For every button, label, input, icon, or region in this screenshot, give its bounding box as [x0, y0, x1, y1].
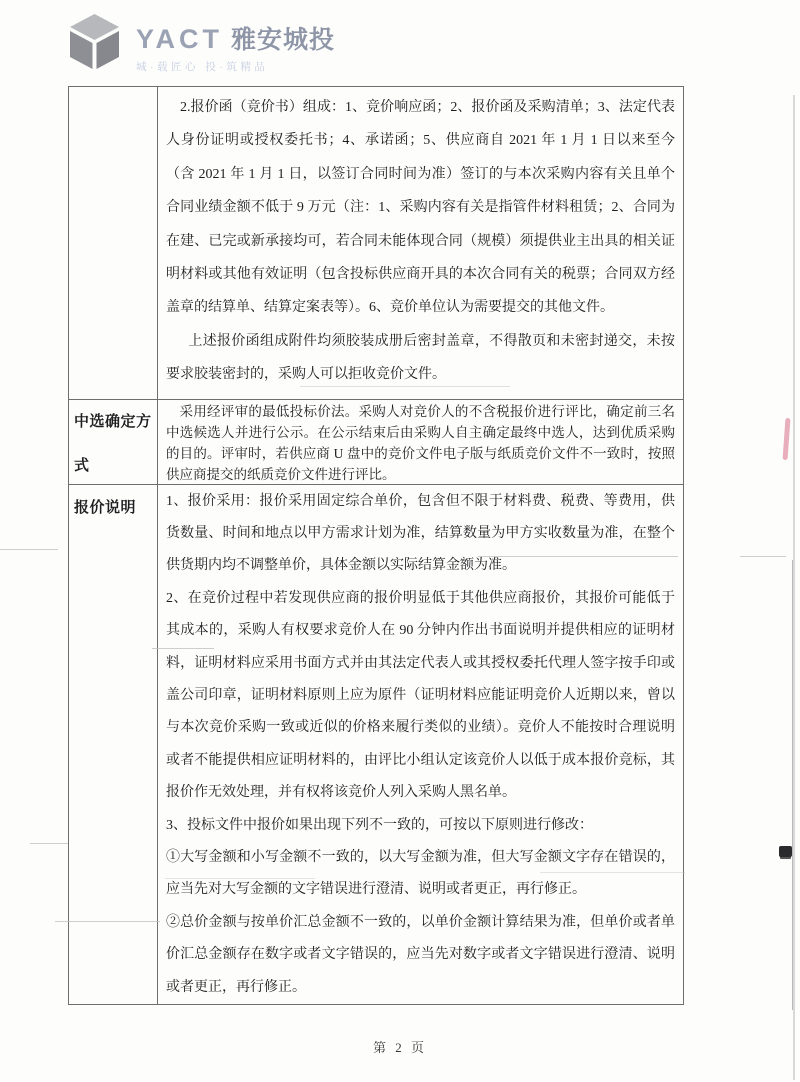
- scan-edge-line-dark: [792, 560, 793, 1010]
- table-row-winner-determination: [69, 400, 683, 485]
- logo-tagline: 城·载匠心 投·筑精品: [136, 61, 269, 73]
- paragraph: 2.报价函（竞价书）组成：1、竞价响应函；2、报价函及采购清单；3、法定代表人身份证明或授权委托书；4、承诺函；5、供应商自 2021 年 1 月 1 日以来至今（含 2021 年 1 月 1 日，以签订合同时间为准）签订的与本次采购内容有关且单个合同业绩金额不低于 9 万元（注：1、采购内容有关是指管件材料租赁；2、合同为在建、已完或新承接均可，若合同未能体现合同（规模）须提供业主出具的相关证明材料或其他有效证明（包含投标供应商开具的本次合同有关的税票；合同双方经盖章的结算单、结算定案表等）。6、竞价单位认为需要提交的其他文件。: [166, 100, 675, 316]
- row-content-quotation-composition: [158, 87, 683, 399]
- paragraph: 采用经评审的最低投标价法。采购人对竞价人的不含税报价进行评比，确定前三名中选候选人并进行公示。在公示结束后由采购人自主确定最终中选人，达到优质采购的目的。评审时，若供应商 U 盘中的竞价文件电子版与纸质竞价文件不一致时，按照供应商提交的纸质竞价文件进行评比。: [166, 403, 675, 482]
- table-row-quotation-composition: [69, 87, 683, 400]
- row-label-winner-determination: 中选确定方式: [69, 400, 158, 484]
- scan-smudge-dark: [779, 846, 792, 857]
- row-content-winner-determination: [158, 400, 683, 484]
- paragraph: 3、投标文件中报价如果出现下列不一致的，可按以下原则进行修改：: [166, 817, 593, 833]
- document-table: [68, 86, 684, 1005]
- row-content-quotation-notes: [158, 485, 683, 1005]
- scan-dash: [0, 549, 58, 550]
- paragraph: ①大写金额和小写金额不一致的，以大写金额为准，但大写金额文字存在错误的，应当先对大写金额的文字错误进行澄清、说明或者更正，再行修正。: [166, 849, 675, 898]
- company-logo: [66, 12, 335, 74]
- row-label-empty: [69, 87, 158, 399]
- scan-edge-line: [793, 95, 795, 1080]
- page-number: 第 2 页: [372, 1040, 427, 1055]
- logo-company-name: 雅安城投: [231, 26, 336, 54]
- scan-smudge-pink: [783, 418, 791, 460]
- scan-dash: [30, 843, 68, 844]
- logo-abbr: YACT: [136, 24, 224, 54]
- paragraph: 2、在竞价过程中若发现供应商的报价明显低于其他供应商报价，其报价可能低于其成本的，采购人有权要求竞价人在 90 分钟内作出书面说明并提供相应的证明材料，证明材料应采用书面方式并由其法定代表人或其授权委托代理人签字按手印或盖公司印章，证明材料原则上应为原件（证明材料应能证明竞价人近期以来，曾以与本次竞价采购一致或近似的价格来履行类似的业绩）。竞价人不能按时合理说明或者不能提供相应证明材料的，由评比小组认定该竞价人以低于成本报价竞标，其报价作无效处理，并有权将该竞价人列入采购人黑名单。: [166, 590, 675, 801]
- row-label-quotation-notes: 报价说明: [69, 485, 158, 1005]
- paragraph: ②总价金额与按单价汇总金额不一致的，以单价金额计算结果为准，但单价或者单价汇总金额存在数字或者文字错误的，应当先对数字或者文字错误进行澄清、说明或者更正，再行修正。: [166, 914, 675, 995]
- cube-logo-icon: [66, 12, 123, 70]
- table-row-quotation-notes: [69, 485, 683, 1005]
- paragraph: 1、报价采用：报价采用固定综合单价，包含但不限于材料费、税费、等费用，供货数量、时间和地点以甲方需求计划为准，结算数量为甲方实收数量为准，在整个供货期内均不调整单价，具体金额以实际结算金额为准。: [166, 493, 675, 574]
- paragraph: 上述报价函组成附件均须胶装成册后密封盖章，不得散页和未密封递交，未按要求胶装密封的，采购人可以拒收竞价文件。: [166, 333, 675, 383]
- logo-text-block: [136, 12, 335, 74]
- scan-dash: [740, 556, 786, 557]
